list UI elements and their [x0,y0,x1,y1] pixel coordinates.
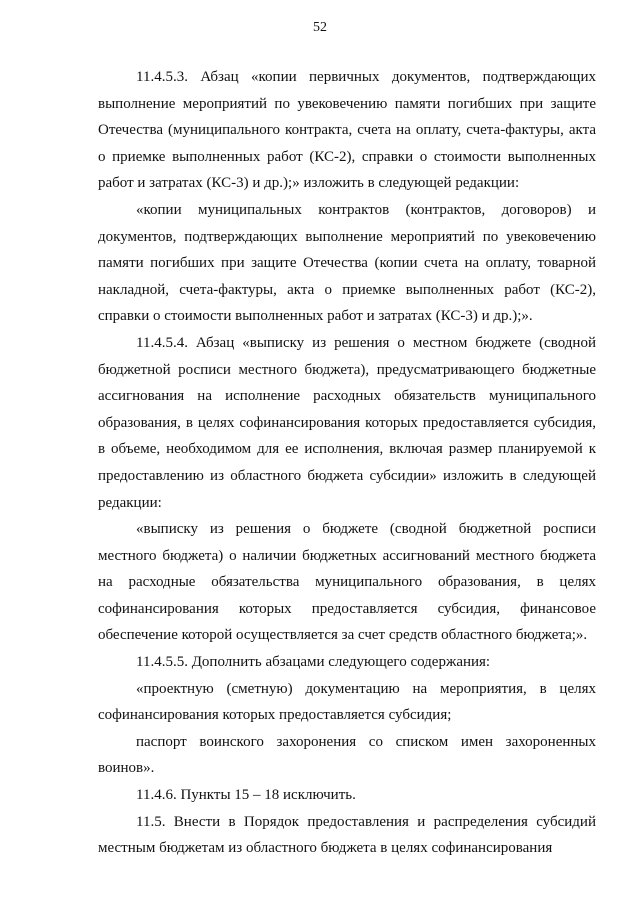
paragraph-new-wording-extract: «выписку из решения о бюджете (сводной бюджетной росписи местного бюджета) о наличии бюджетных ассигнований местного бюджета на расходные обязательства муниципального образования, в целях софинансирования которых предоставляется субсидия, финансовое обеспечение которой осуществляется за счет средств областного бюджета;». [98,521,596,644]
paragraph-new-wording-copies: «копии муниципальных контрактов (контрактов, договоров) и документов, подтверждающих выполнение мероприятий по увековечению памяти погибших при защите Отечества (копии счета на оплату, товарной накладной, счета-фактуры, акта о приемке выполненных работ (КС-2), справки о стоимости выполненных работ и затратах (КС-3) и др.);». [98,201,596,325]
paragraph-11-4-5-4: 11.4.5.4. Абзац «выписку из решения о местном бюджете (сводной бюджетной росписи местного бюджета), предусматривающего бюджетные ассигнования на исполнение расходных обязательств муниципального образования, в целях софинансирования которых предоставляется субсидия, в объеме, необходимом для ее исполнения, включая размер планируемой к предоставлению из областного бюджета субсидии» изложить в следующей редакции: [98,334,596,511]
paragraph-11-4-5-3: 11.4.5.3. Абзац «копии первичных документов, подтверждающих выполнение мероприятий по увековечению памяти погибших при защите Отечества (муниципального контракта, счета на оплату, счета-фактуры, акта о приемке выполненных работ (КС-2), справки о стоимости выполненных работ и затратах (КС-3) и др.);» изложить в следующей редакции: [98,69,596,192]
paragraph-burial-passport: паспорт воинского захоронения со списком имен захороненных воинов». [98,733,596,777]
document-body [98,64,596,862]
paragraph-11-4-6: 11.4.6. Пункты 15 – 18 исключить. [136,787,356,804]
paragraph-11-5: 11.5. Внести в Порядок предоставления и распределения субсидий местным бюджетам из областного бюджета в целях софинансирования [98,813,596,857]
paragraph-11-4-5-5: 11.4.5.5. Дополнить абзацами следующего содержания: [136,654,491,671]
paragraph-design-documentation: «проектную (сметную) документацию на мероприятия, в целях софинансирования которых предоставляется субсидия; [98,680,596,724]
page-number: 52 [313,20,327,35]
